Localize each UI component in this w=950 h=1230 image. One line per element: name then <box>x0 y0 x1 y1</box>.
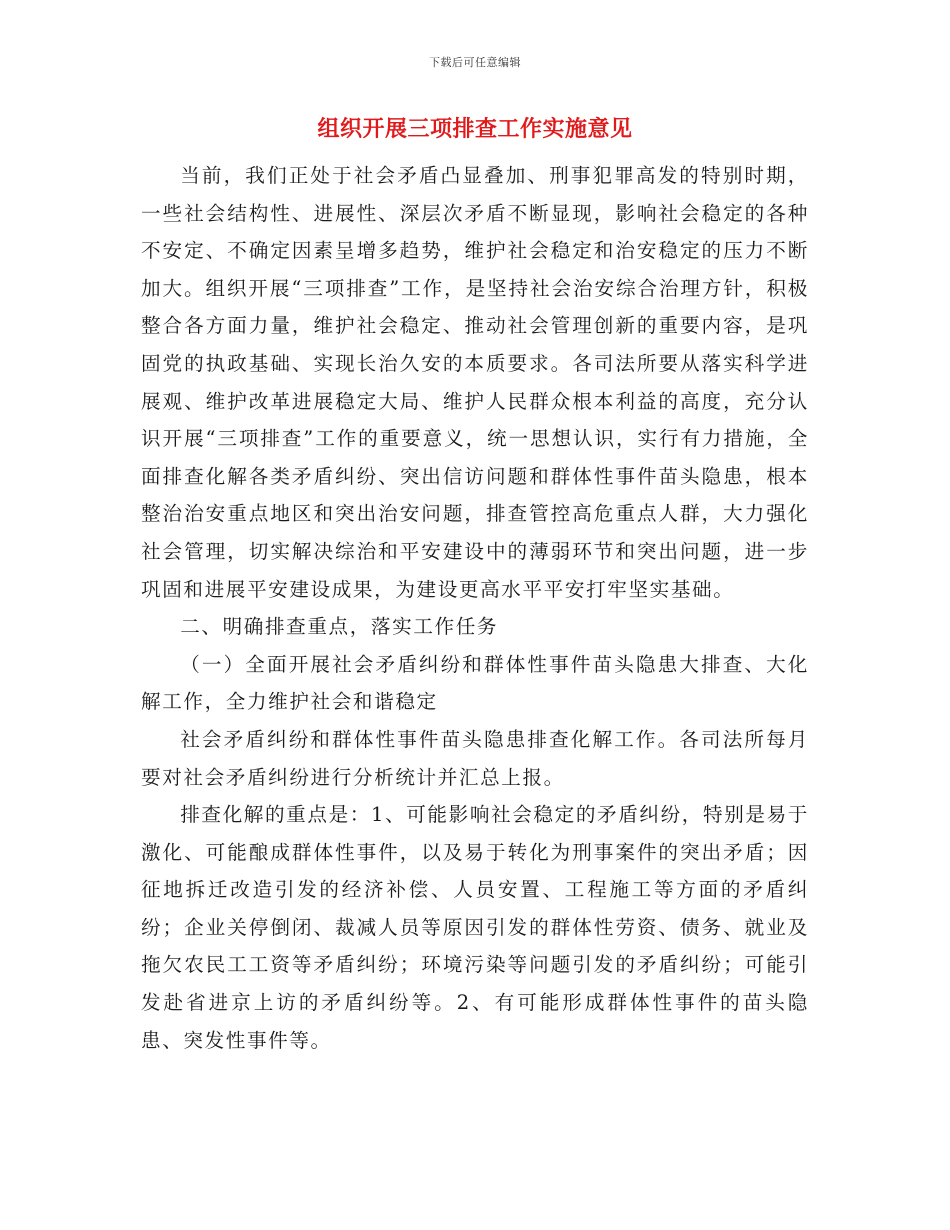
document-body <box>141 157 809 1059</box>
header-note: 下载后可任意编辑 <box>429 56 521 69</box>
document-title: 组织开展三项排查工作实施意见 <box>317 117 633 142</box>
paragraph-key-points: 排查化解的重点是：1、可能影响社会稳定的矛盾纠纷，特别是易于激化、可能酿成群体性事件，以及易于转化为刑事案件的突出矛盾；因征地拆迁改造引发的经济补偿、人员安置、工程施工等方面的矛盾纠纷；企业关停倒闭、裁减人员等原因引发的群体性劳资、债务、就业及拖欠农民工工资等矛盾纠纷；环境污染等问题引发的矛盾纠纷；可能引发赴省进京上访的矛盾纠纷等。2、有可能形成群体性事件的苗头隐患、突发性事件等。 <box>141 803 809 1052</box>
paragraph-intro: 当前，我们正处于社会矛盾凸显叠加、刑事犯罪高发的特别时期，一些社会结构性、进展性、深层次矛盾不断显现，影响社会稳定的各种不安定、不确定因素呈增多趋势，维护社会稳定和治安稳定的压力不断加大。组织开展“三项排查”工作，是坚持社会治安综合治理方针，积极整合各方面力量，维护社会稳定、推动社会管理创新的重要内容，是巩固党的执政基础、实现长治久安的本质要求。各司法所要从落实科学进展观、维护改革进展稳定大局、维护人民群众根本利益的高度，充分认识开展“三项排查”工作的重要意义，统一思想认识，实行有力措施，全面排查化解各类矛盾纠纷、突出信访问题和群体性事件苗头隐患，根本整治治安重点地区和突出治安问题，排查管控高危重点人群，大力强化社会管理，切实解决综治和平安建设中的薄弱环节和突出问题，进一步巩固和进展平安建设成果，为建设更高水平平安打牢坚实基础。 <box>141 164 809 601</box>
paragraph-monthly-report: 社会矛盾纠纷和群体性事件苗头隐患排查化解工作。各司法所每月要对社会矛盾纠纷进行分析统计并汇总上报。 <box>141 727 809 789</box>
section-heading: 二、明确排查重点，落实工作任务 <box>180 615 499 639</box>
subsection-heading: （一）全面开展社会矛盾纠纷和群体性事件苗头隐患大排查、大化解工作，全力维护社会和谐稳定 <box>141 652 809 714</box>
